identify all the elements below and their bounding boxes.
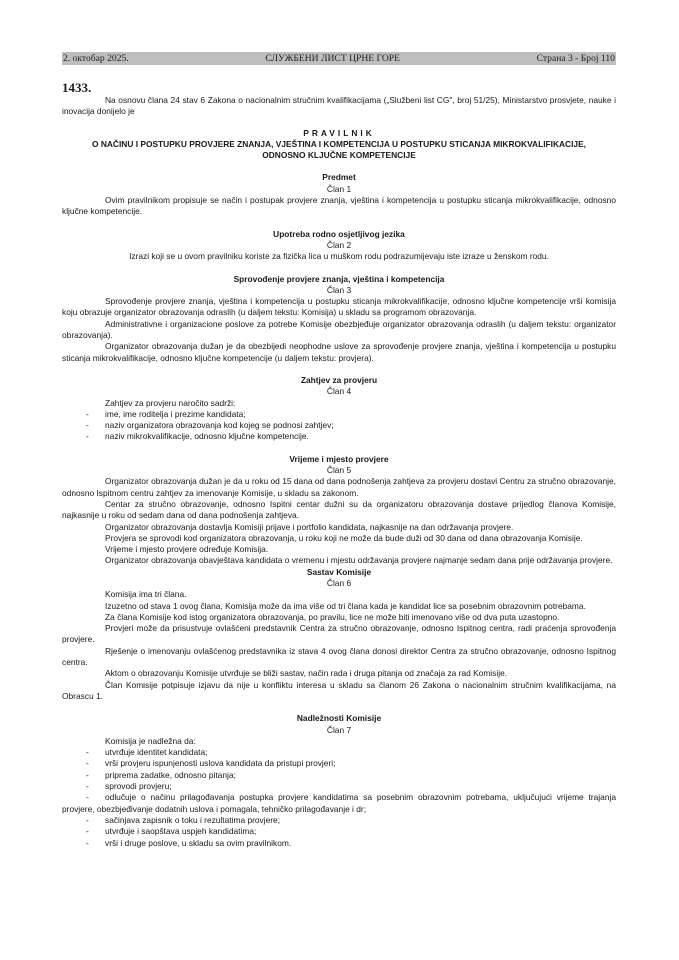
list-item: - priprema zadatke, odnosno pitanja; — [62, 770, 616, 781]
article-paragraph: Organizator obrazovanja dužan je da obezbijedi neophodne uslove za sprovođenje provjere znanja, vještina i kompetencija u postupku sticanja mikrokvalifikacije, odnosno ključne kompetencije (u daljem tekstu: provjera). — [62, 341, 616, 363]
article-heading: Zahtjev za provjeru — [300, 374, 378, 385]
article-heading: Nadležnosti Komisije — [296, 713, 382, 724]
article-paragraph: Izuzetno od stava 1 ovog člana, Komisija može da ima više od tri člana kada je kandidat lice sa posebnim obrazovnim potrebama. — [105, 600, 586, 611]
gazette-header — [62, 52, 616, 65]
list-item: - sačinjava zapisnik o toku i rezultatima provjere; — [62, 815, 616, 826]
article-paragraph: Organizator obrazovanja dužan je da u roku od 15 dana od dana podnošenja zahtjeva za provjeru dostavi Centru za stručno obrazovanje, odnosno Ispitnom centru zahtjev za imenovanje Komisije, u skladu sa zakonom. — [62, 476, 616, 498]
article-heading: Vrijeme i mjesto provjere — [289, 453, 389, 464]
article-number: Član 2 — [326, 239, 352, 250]
article-paragraph: Član Komisije potpisuje izjavu da nije u konfliktu interesa u skladu sa članom 26 Zakona o nacionalnim stručnim kvalifikacijama, na Obrascu 1. — [62, 679, 616, 701]
article-heading: Sastav Komisije — [306, 566, 372, 577]
article-number: Član 1 — [326, 183, 352, 194]
article-number: Član 5 — [326, 465, 352, 476]
document-title-label: PRAVILNIK — [303, 127, 375, 138]
article-list — [62, 409, 616, 443]
article-number: Član 3 — [326, 284, 352, 295]
list-item: - utvrđuje identitet kandidata; — [62, 747, 616, 758]
article-number: Član 6 — [326, 577, 352, 588]
header-page-issue: Страна 3 - Број 110 — [536, 53, 615, 64]
list-item: - naziv mikrokvalifikacije, odnosno ključne kompetencije. — [62, 431, 616, 442]
article-paragraph: Rješenje o imenovanju ovlašćenog predstavnika iz stava 4 ovog člana donosi direktor Centra za stručno obrazovanje, odnosno Ispitnog centra. — [62, 645, 616, 668]
document-number: 1433. — [62, 80, 92, 95]
article-number: Član 7 — [326, 724, 352, 735]
preamble: Na osnovu člana 24 stav 6 Zakona o nacionalnim stručnim kvalifikacijama („Službeni list CG", broj 51/25), Ministarstvo prosvjete, nauke i inovacija donijelo je — [62, 95, 616, 117]
article-paragraph: Organizator obrazovanja dostavlja Komisiji prijave i portfolio kandidata, najkasnije na dan održavanja provjere. — [105, 521, 514, 532]
article-list — [62, 747, 616, 849]
list-item: - vrši provjeru ispunjenosti uslova kandidata da pristupi provjeri; — [62, 758, 616, 769]
article-paragraph: Sprovođenje provjere znanja, vještina i kompetencija u postupku sticanja mikrokvalifikacije, odnosno ključne kompetencije vrši komisija koju obrazuje organizator obrazovanja odraslih (u daljem tekstu: Komisija) u skladu sa programom obrazovanja. — [62, 296, 616, 318]
document-body — [62, 95, 616, 849]
list-item: - naziv organizatora obrazovanja kod kojeg se podnosi zahtjev; — [62, 420, 616, 431]
document-page — [62, 52, 616, 849]
header-date: 2. октобар 2025. — [63, 53, 129, 64]
article-heading: Upotreba rodno osjetljivog jezika — [273, 228, 405, 239]
article-paragraph: Ovim pravilnikom propisuje se način i postupak provjere znanja, vještina i kompetencija u postupku sticanja mikrokvalifikacije, odnosno ključne kompetencije. — [62, 195, 616, 217]
article-paragraph: Organizator obrazovanja obavještava kandidata o vremenu i mjestu održavanja provjere najmanje sedam dana prije održavanja provjere. — [105, 555, 613, 566]
article-paragraph: Aktom o obrazovanju Komisije utvrđuje se bliži sastav, način rada i druga pitanja od značaja za rad Komisije. — [105, 668, 508, 679]
list-item: - sprovodi provjeru; — [62, 781, 616, 792]
article-paragraph: Komisija ima tri člana. — [105, 589, 187, 600]
article-paragraph: Izrazi koji se u ovom pravilniku koriste za fizička lica u muškom rodu podrazumijevaju iste izraze u ženskom rodu. — [129, 251, 549, 262]
document-title-line-1: O NAČINU I POSTUPKU PROVJERE ZNANJA, VJEŠTINA I KOMPETENCIJA U POSTUPKU STICANJA MIKROKVALIFIKACIJE, — [91, 138, 587, 149]
list-item: - utvrđuje i saopštava uspjeh kandidatima; — [62, 826, 616, 837]
list-item: - odlučuje o načinu prilagođavanja postupka provjere kandidatima sa posebnim obrazovnim potrebama, uključujući vrijeme trajanja provjere, obezbjeđivanje dodatnih uslova i pomagala, tehničko prilagođavanje i dr; — [62, 792, 616, 815]
article-number: Član 4 — [326, 386, 352, 397]
article-paragraph: Administrativne i organizacione poslove za potrebe Komisije obezbjeđuje organizator obrazovanja odraslih (u daljem tekstu: organizator obrazovanja). — [62, 318, 616, 341]
list-item: - vrši i druge poslove, u skladu sa ovim pravilnikom. — [62, 838, 616, 849]
document-title-line-2: ODNOSNO KLJUČNE KOMPETENCIJE — [262, 150, 416, 161]
article-paragraph: Provjeri može da prisustvuje ovlašćeni predstavnik Centra za stručno obrazovanje, odnosno Ispitnog centra, radi praćenja sprovođenja provjere. — [62, 623, 616, 645]
article-intro: Komisija je nadležna da: — [105, 735, 196, 746]
article-heading: Predmet — [322, 172, 356, 183]
header-publication: СЛУЖБЕНИ ЛИСТ ЦРНЕ ГОРЕ — [265, 53, 400, 64]
article-intro: Zahtjev za provjeru naročito sadrži: — [105, 397, 236, 408]
article-heading: Sprovođenje provjere znanja, vještina i kompetencija — [233, 273, 445, 284]
article-paragraph: Provjera se sprovodi kod organizatora obrazovanja, u roku koji ne može da bude duži od 30 dana od dana obrazovanja Komisije. — [105, 532, 583, 543]
list-item: - ime, ime roditelja i prezime kandidata; — [62, 409, 616, 420]
article-paragraph: Vrijeme i mjesto provjere određuje Komisija. — [105, 544, 269, 555]
article-paragraph: Centar za stručno obrazovanje, odnosno Ispitni centar dužni su da organizatoru obrazovanja dostave prijedlog članova Komisije, najkasnije u roku od sedam dana od dana podnošenja zahtjeva. — [62, 498, 616, 521]
article-paragraph: Za člana Komisije kod istog organizatora obrazovanja, po pravilu, lice ne može biti imenovano više od dva puta uzastopno. — [105, 611, 560, 622]
